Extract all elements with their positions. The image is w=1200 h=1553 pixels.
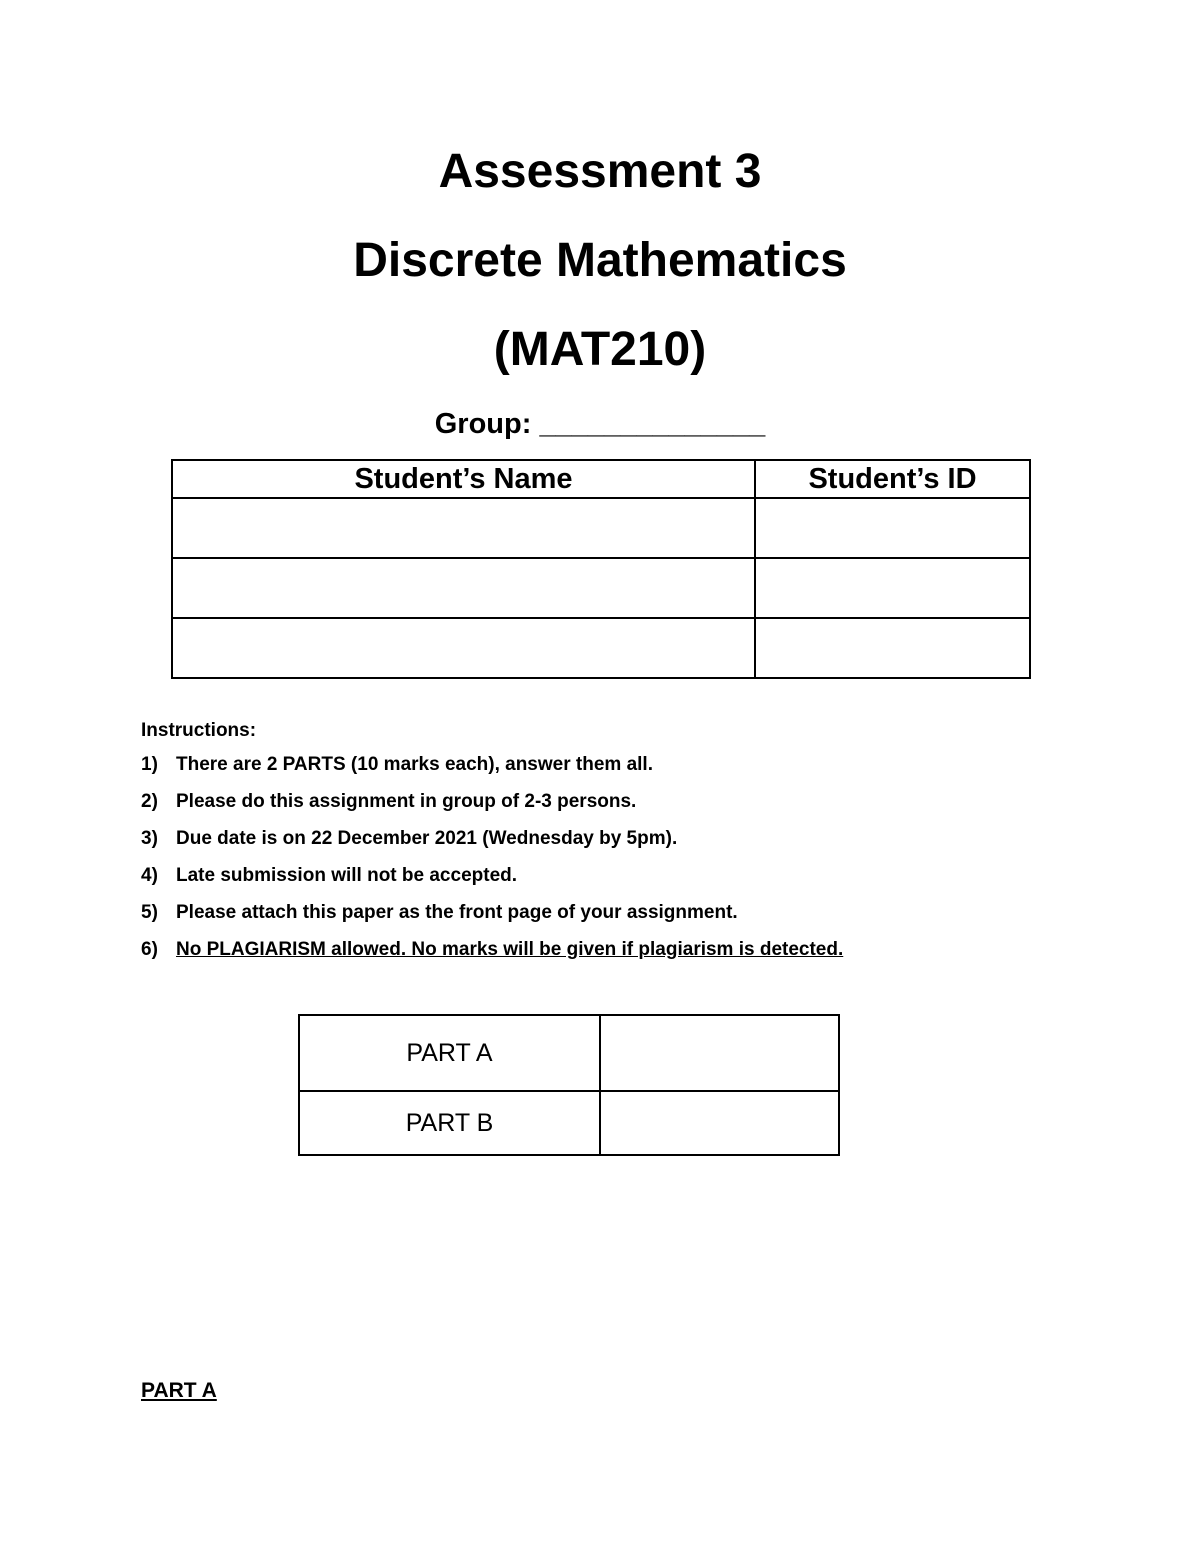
list-item-number: 4) xyxy=(141,865,158,886)
list-item-number: 2) xyxy=(141,791,158,812)
list-item xyxy=(141,894,1041,931)
section-heading: PART A xyxy=(141,1379,217,1402)
list-item-number: 1) xyxy=(141,754,158,775)
student-name-cell[interactable] xyxy=(172,558,755,618)
list-item xyxy=(141,857,1041,894)
document-title: Assessment 3 xyxy=(438,145,762,198)
list-item xyxy=(141,931,1041,968)
part-b-marks-cell[interactable] xyxy=(600,1091,839,1155)
student-id-cell[interactable] xyxy=(755,618,1030,678)
student-id-header: Student’s ID xyxy=(755,460,1030,498)
list-item-number: 6) xyxy=(141,939,158,960)
list-item-text: Late submission will not be accepted. xyxy=(176,865,518,886)
student-name-header: Student’s Name xyxy=(172,460,755,498)
student-name-cell[interactable] xyxy=(172,618,755,678)
marks-table xyxy=(298,1014,840,1156)
instructions-section xyxy=(141,716,1041,968)
student-table xyxy=(171,459,1031,679)
student-table-header-row xyxy=(172,460,1030,498)
student-id-cell[interactable] xyxy=(755,498,1030,558)
table-row xyxy=(172,558,1030,618)
list-item-number: 5) xyxy=(141,902,158,923)
instructions-list xyxy=(141,746,1041,968)
student-name-cell[interactable] xyxy=(172,498,755,558)
part-a-marks-cell[interactable] xyxy=(600,1015,839,1091)
group-field-label: Group: ______________ xyxy=(434,408,766,440)
list-item xyxy=(141,783,1041,820)
course-name: Discrete Mathematics xyxy=(353,234,847,287)
list-item-text: Please do this assignment in group of 2-3 persons. xyxy=(176,791,637,812)
list-item xyxy=(141,820,1041,857)
list-item-text: No PLAGIARISM allowed. No marks will be given if plagiarism is detected. xyxy=(176,939,844,960)
part-b-label: PART B xyxy=(299,1091,600,1155)
student-id-cell[interactable] xyxy=(755,558,1030,618)
table-row xyxy=(172,498,1030,558)
table-row xyxy=(299,1091,839,1155)
course-code: (MAT210) xyxy=(493,323,707,376)
list-item-text: There are 2 PARTS (10 marks each), answer them all. xyxy=(176,754,653,775)
list-item xyxy=(141,746,1041,783)
list-item-text: Due date is on 22 December 2021 (Wednesday by 5pm). xyxy=(176,828,678,849)
instructions-heading: Instructions: xyxy=(141,720,257,741)
part-a-label: PART A xyxy=(299,1015,600,1091)
table-row xyxy=(299,1015,839,1091)
table-row xyxy=(172,618,1030,678)
list-item-number: 3) xyxy=(141,828,158,849)
list-item-text: Please attach this paper as the front page of your assignment. xyxy=(176,902,738,923)
